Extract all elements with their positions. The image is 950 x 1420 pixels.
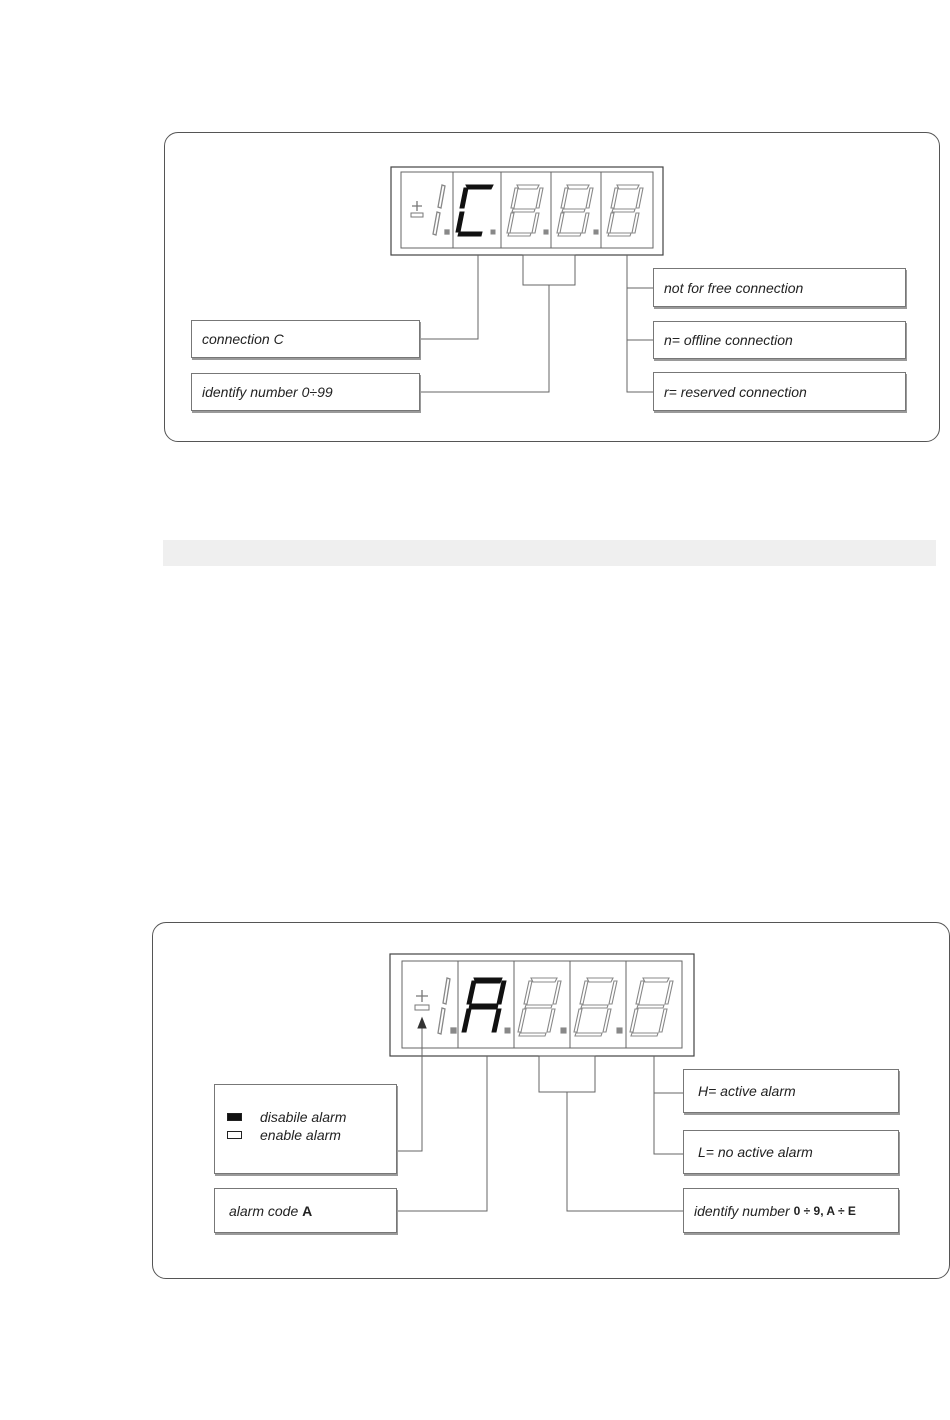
bottom-display [390, 954, 694, 1056]
label-alarm-identify-range: 0 ÷ 9, A ÷ E [793, 1203, 856, 1218]
label-identify-number-text: identify number 0÷99 [202, 384, 333, 400]
label-identify-number [191, 373, 420, 411]
alarm-state-disable-row [227, 1109, 346, 1125]
label-connection-c [191, 320, 420, 358]
label-not-for-free [653, 268, 906, 307]
label-alarm-code-letter: A [302, 1202, 313, 1219]
top-connector-lines [420, 255, 653, 392]
label-not-for-free-text: not for free connection [664, 279, 804, 296]
filled-swatch-icon [227, 1113, 242, 1121]
alarm-state-disable-text: disabile alarm [260, 1109, 347, 1125]
label-alarm-code-text: alarm code [229, 1202, 299, 1219]
label-no-active-alarm-text: L= no active alarm [698, 1144, 813, 1160]
label-connection-c-text: connection C [202, 331, 284, 347]
alarm-state-enable-text: enable alarm [260, 1127, 341, 1143]
alarm-state-enable-row [227, 1127, 341, 1143]
label-alarm-state [214, 1084, 397, 1174]
label-active-alarm [683, 1069, 899, 1113]
label-reserved-text: r= reserved connection [664, 383, 807, 400]
empty-swatch-icon [227, 1131, 242, 1139]
label-alarm-identify-text: identify number [694, 1202, 790, 1219]
top-display [391, 167, 663, 255]
label-reserved [653, 372, 906, 411]
label-alarm-identify-number [683, 1188, 899, 1233]
label-no-active-alarm [683, 1130, 899, 1174]
label-offline-text: n= offline connection [664, 332, 793, 348]
label-active-alarm-text: H= active alarm [698, 1083, 796, 1099]
label-alarm-code [214, 1188, 397, 1233]
label-offline [653, 321, 906, 359]
